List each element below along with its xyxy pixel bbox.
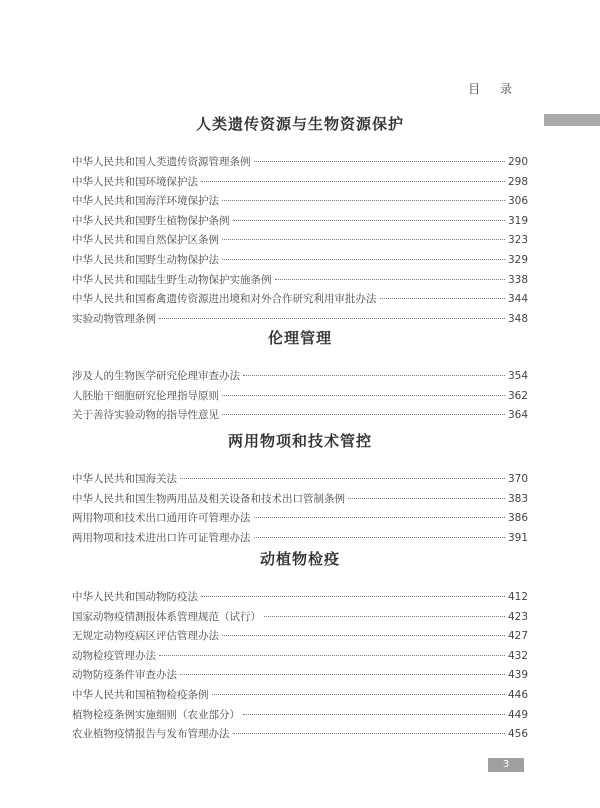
entry-title: 中华人民共和国野生植物保护条例 <box>72 214 230 227</box>
dot-leader <box>222 200 505 201</box>
toc-entry[interactable] <box>72 707 528 727</box>
dot-leader <box>222 259 505 260</box>
toc-entry[interactable] <box>72 193 528 213</box>
toc-entry[interactable] <box>72 726 528 746</box>
dot-leader <box>180 674 505 675</box>
section-title: 两用物项和技术管控 <box>227 432 372 450</box>
toc-entry[interactable] <box>72 232 528 252</box>
toc-entry[interactable] <box>72 628 528 648</box>
dot-leader <box>264 616 505 617</box>
section-title: 动植物检疫 <box>259 550 340 568</box>
toc-entry[interactable] <box>72 252 528 272</box>
entry-page: 456 <box>507 728 528 741</box>
entry-page: 364 <box>507 409 528 422</box>
entry-title: 涉及人的生物医学研究伦理审查办法 <box>72 370 240 382</box>
dot-leader <box>159 655 505 656</box>
entry-page: 298 <box>507 175 528 188</box>
entry-title: 关于善待实验动物的指导性意见 <box>72 409 219 422</box>
entry-page: 449 <box>507 708 528 721</box>
dot-leader <box>254 517 505 518</box>
dot-leader <box>222 414 505 415</box>
dot-leader <box>233 220 505 221</box>
dot-leader <box>348 498 505 499</box>
dot-leader <box>201 596 505 597</box>
toc-section <box>72 430 528 549</box>
entry-title: 中华人民共和国野生动物保护法 <box>72 253 219 266</box>
dot-leader <box>201 181 505 182</box>
dot-leader <box>243 714 505 715</box>
toc-entries <box>72 368 528 427</box>
toc-entry[interactable] <box>72 154 528 174</box>
toc-entry[interactable] <box>72 291 528 311</box>
entry-page: 423 <box>507 610 528 623</box>
entry-page: 354 <box>507 370 528 382</box>
entry-page: 323 <box>507 234 528 247</box>
entry-title: 中华人民共和国人类遗传资源管理条例 <box>72 156 251 168</box>
toc-heading: 目 录 <box>468 82 520 96</box>
entry-title: 中华人民共和国陆生野生动物保护实施条例 <box>72 273 272 286</box>
toc-entry[interactable] <box>72 388 528 408</box>
toc-entry[interactable] <box>72 213 528 233</box>
entry-page: 412 <box>507 591 528 603</box>
entry-title: 国家动物疫情测报体系管理规范（试行） <box>72 610 261 623</box>
dot-leader <box>243 375 505 376</box>
toc-entries <box>72 589 528 746</box>
toc-entry[interactable] <box>72 174 528 194</box>
toc-entry[interactable] <box>72 589 528 609</box>
toc-entry[interactable] <box>72 407 528 427</box>
entry-page: 344 <box>507 293 528 306</box>
section-title: 伦理管理 <box>267 329 332 347</box>
toc-entry[interactable] <box>72 687 528 707</box>
toc-entry[interactable] <box>72 272 528 292</box>
toc-entries <box>72 154 528 330</box>
toc-entry[interactable] <box>72 510 528 530</box>
entry-title: 中华人民共和国自然保护区条例 <box>72 234 219 247</box>
dot-leader <box>380 298 505 299</box>
toc-entry[interactable] <box>72 368 528 388</box>
entry-title: 中华人民共和国海洋环境保护法 <box>72 195 219 208</box>
toc-section <box>72 327 528 427</box>
entry-page: 432 <box>507 649 528 662</box>
dot-leader <box>254 537 505 538</box>
toc-section <box>72 113 528 330</box>
toc-entry[interactable] <box>72 491 528 511</box>
chapter-tab-marker <box>544 114 600 126</box>
section-title: 人类遗传资源与生物资源保护 <box>195 115 404 133</box>
entry-page: 439 <box>507 669 528 682</box>
entry-title: 农业植物疫情报告与发布管理办法 <box>72 728 230 741</box>
dot-leader <box>222 239 505 240</box>
entry-page: 427 <box>507 630 528 643</box>
entry-page: 329 <box>507 253 528 266</box>
toc-entry[interactable] <box>72 648 528 668</box>
entry-title: 中华人民共和国畜禽遗传资源进出境和对外合作研究利用审批办法 <box>72 293 377 306</box>
entry-title: 中华人民共和国植物检疫条例 <box>72 688 209 701</box>
entry-title: 中华人民共和国生物两用品及相关设备和技术出口管制条例 <box>72 492 345 505</box>
entry-page: 338 <box>507 273 528 286</box>
entry-title: 动物检疫管理办法 <box>72 649 156 662</box>
toc-entry[interactable] <box>72 609 528 629</box>
page-number: 3 <box>488 758 524 772</box>
entry-title: 中华人民共和国动物防疫法 <box>72 591 198 603</box>
dot-leader <box>275 279 505 280</box>
entry-title: 两用物项和技术出口通用许可管理办法 <box>72 512 251 525</box>
entry-page: 446 <box>507 688 528 701</box>
entry-page: 383 <box>507 492 528 505</box>
entry-page: 306 <box>507 195 528 208</box>
dot-leader <box>254 161 505 162</box>
entry-title: 无规定动物疫病区评估管理办法 <box>72 630 219 643</box>
dot-leader <box>212 694 505 695</box>
entry-page: 391 <box>507 531 528 544</box>
toc-entry[interactable] <box>72 530 528 550</box>
entry-page: 362 <box>507 389 528 402</box>
toc-entry[interactable] <box>72 667 528 687</box>
entry-title: 植物检疫条例实施细则（农业部分） <box>72 708 240 721</box>
entry-page: 370 <box>507 473 528 485</box>
entry-page: 348 <box>507 312 528 325</box>
dot-leader <box>222 395 505 396</box>
entry-page: 290 <box>507 156 528 168</box>
entry-title: 实验动物管理条例 <box>72 312 156 325</box>
entry-title: 人胚胎干细胞研究伦理指导原则 <box>72 389 219 402</box>
entry-title: 中华人民共和国环境保护法 <box>72 175 198 188</box>
toc-section <box>72 548 528 746</box>
entry-page: 386 <box>507 512 528 525</box>
entry-title: 动物防疫条件审查办法 <box>72 669 177 682</box>
toc-entries <box>72 471 528 549</box>
dot-leader <box>233 733 505 734</box>
entry-title: 两用物项和技术进出口许可证管理办法 <box>72 531 251 544</box>
dot-leader <box>180 478 505 479</box>
dot-leader <box>159 318 505 319</box>
dot-leader <box>222 635 505 636</box>
toc-entry[interactable] <box>72 471 528 491</box>
entry-title: 中华人民共和国海关法 <box>72 473 177 485</box>
entry-page: 319 <box>507 214 528 227</box>
